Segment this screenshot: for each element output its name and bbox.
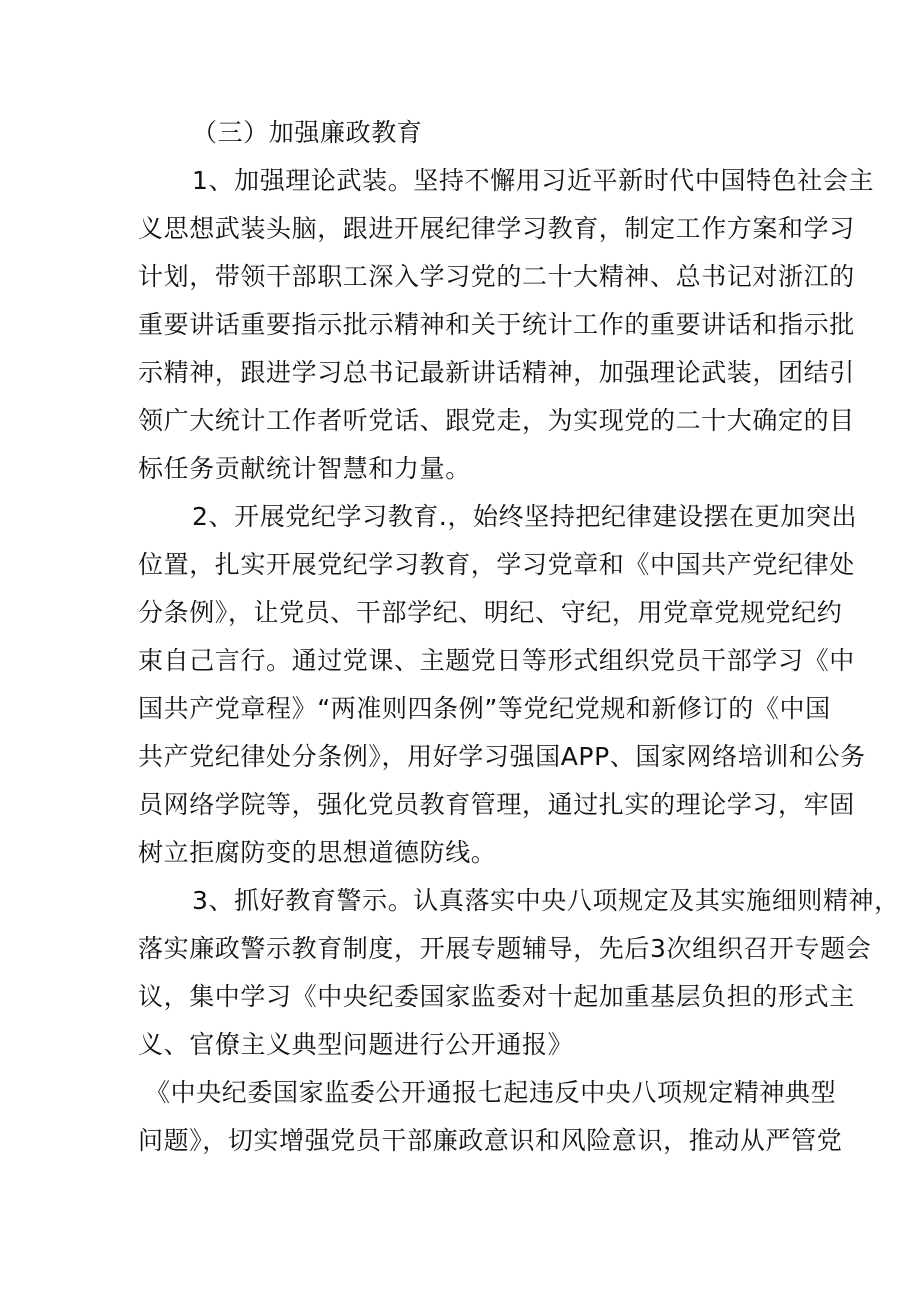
paragraph-line: 国共产党章程》“两准则四条例”等党纪党规和新修订的《中国 (138, 694, 831, 723)
paragraph-line: 2、开展党纪学习教育.，始终坚持把纪律建设摆在更加突出 (192, 502, 858, 531)
paragraph-line: 3、抓好教育警示。认真落实中央八项规定及其实施细则精神， (192, 886, 900, 915)
paragraph-line: 共产党纪律处分条例》，用好学习强国APP、国家网络培训和公务 (138, 742, 866, 771)
section-heading: （三）加强廉政教育 (192, 118, 423, 147)
paragraph-line: 《中央纪委国家监委公开通报七起违反中央八项规定精神典型 (145, 1078, 837, 1107)
paragraph-line: 计划，带领干部职工深入学习党的二十大精神、总书记对浙江的 (138, 262, 855, 291)
paragraph-line: 问题》，切实增强党员干部廉政意识和风险意识，推动从严管党 (138, 1126, 843, 1155)
paragraph-line: 议，集中学习《中央纪委国家监委对十起加重基层负担的形式主 (138, 982, 855, 1011)
paragraph-line: 重要讲话重要指示批示精神和关于统计工作的重要讲话和指示批 (138, 310, 855, 339)
paragraph-line: 领广大统计工作者听党话、跟党走，为实现党的二十大确定的目 (138, 406, 855, 435)
paragraph-line: 位置，扎实开展党纪学习教育，学习党章和《中国共产党纪律处 (138, 550, 855, 579)
paragraph-line: 标任务贡献统计智慧和力量。 (138, 454, 471, 483)
paragraph-line: 树立拒腐防变的思想道德防线。 (138, 838, 497, 867)
paragraph-line: 1、加强理论武装。坚持不懈用习近平新时代中国特色社会主 (192, 166, 875, 195)
paragraph-line: 分条例》，让党员、干部学纪、明纪、守纪，用党章党规党纪约 (138, 598, 843, 627)
paragraph-line: 员网络学院等，强化党员教育管理，通过扎实的理论学习，牢固 (138, 790, 855, 819)
paragraph-line: 落实廉政警示教育制度，开展专题辅导，先后3次组织召开专题会 (138, 934, 872, 963)
paragraph-line: 义、官僚主义典型问题进行公开通报》 (138, 1030, 574, 1059)
paragraph-line: 义思想武装头脑，跟进开展纪律学习教育，制定工作方案和学习 (138, 214, 855, 243)
paragraph-line: 示精神，跟进学习总书记最新讲话精神，加强理论武装，团结引 (138, 358, 855, 387)
paragraph-line: 束自己言行。通过党课、主题党日等形式组织党员干部学习《中 (138, 646, 855, 675)
